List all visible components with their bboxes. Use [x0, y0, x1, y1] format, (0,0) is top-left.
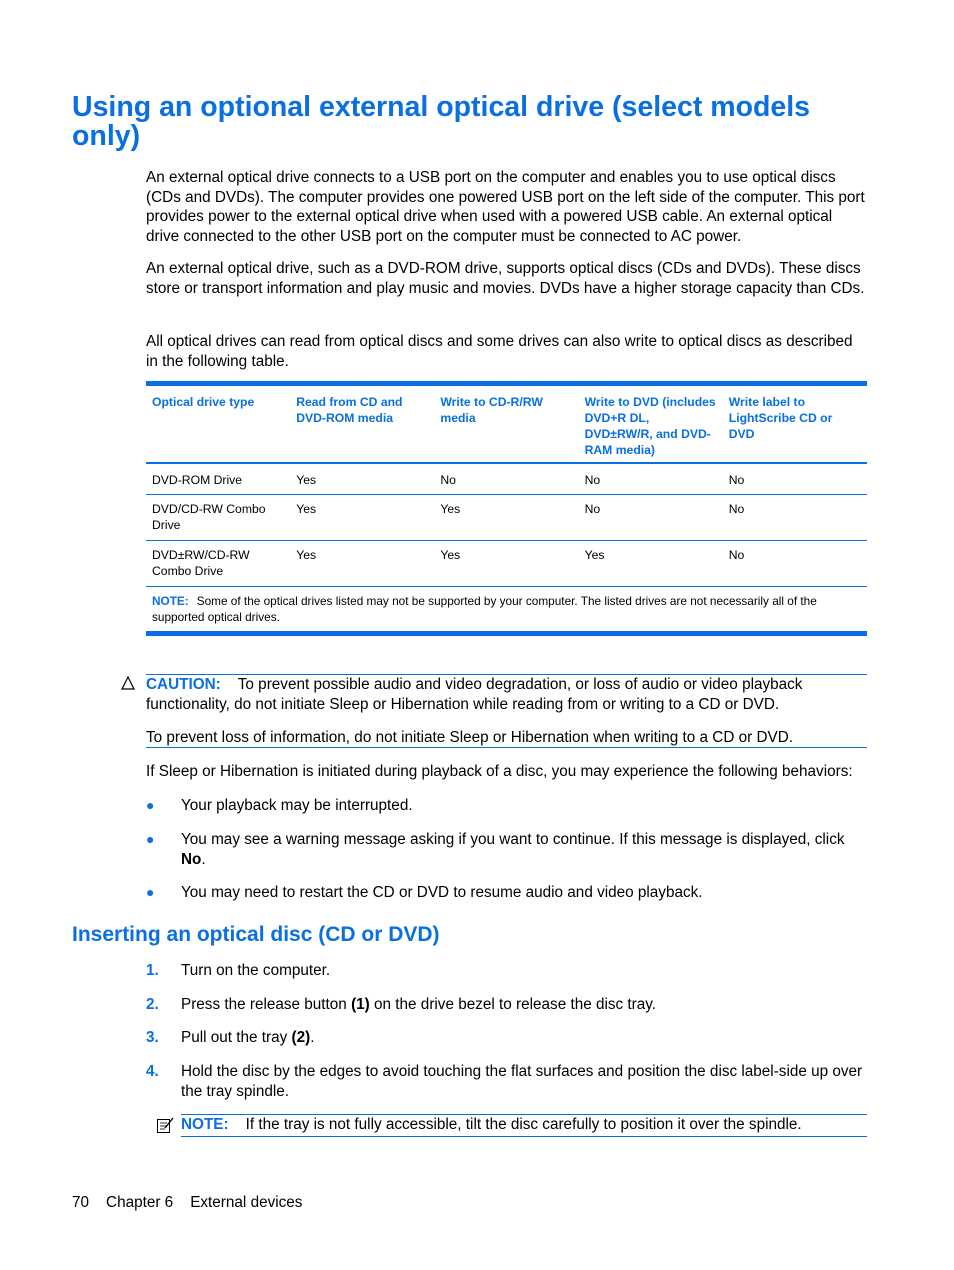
- table-cell: No: [584, 502, 601, 516]
- step-text: Press the release button: [181, 996, 352, 1013]
- table-cell: DVD-ROM Drive: [152, 473, 243, 487]
- note-label: NOTE:: [181, 1116, 229, 1133]
- table-cell: No: [728, 473, 745, 487]
- caution-text: [146, 675, 868, 714]
- step-number: 2.: [146, 996, 159, 1013]
- note-bottom-rule: [181, 1136, 867, 1137]
- caution-icon: [121, 676, 135, 690]
- optical-drive-table: [146, 381, 867, 636]
- bullet-dot: ●: [146, 797, 155, 813]
- caution-text-1: To prevent possible audio and video degradation, or loss of audio or video playback functionality, do not initiate Sleep or Hibernation while reading from or writing to a CD or DVD.: [146, 676, 803, 713]
- bullet-dot: ●: [146, 831, 155, 847]
- table-cell: Yes: [440, 502, 461, 516]
- caution-label: CAUTION:: [146, 676, 221, 693]
- table-note-label: NOTE:: [152, 594, 189, 608]
- step-text: on the drive bezel to release the disc tray.: [369, 996, 657, 1013]
- step-text: Pull out the tray: [181, 1029, 292, 1046]
- table-cell: No: [440, 473, 456, 487]
- intro-paragraph: An external optical drive connects to a USB port on the computer and enables you to use optical discs (CDs and DVDs). The computer provides one powered USB port on the left side of the computer. This port provides power to the external optical drive when used with a powered USB cable. An external optical drive connected to the other USB port on the computer must be connected to AC power.: [146, 169, 865, 245]
- table-header-row: [146, 386, 867, 464]
- note-text-block: [181, 1115, 868, 1135]
- step-item: Turn on the computer.: [181, 962, 331, 979]
- table-note: [146, 587, 867, 636]
- sleep-intro: If Sleep or Hibernation is initiated during playback of a disc, you may experience the following behaviors:: [146, 763, 853, 780]
- step-item: [181, 995, 868, 1015]
- caution-text-2: To prevent loss of information, do not initiate Sleep or Hibernation when writing to a CD or DVD.: [146, 729, 794, 746]
- table-row: [146, 464, 867, 495]
- chapter-label: Chapter 6: [106, 1194, 174, 1211]
- step-text: .: [310, 1029, 315, 1046]
- bullet-dot: ●: [146, 884, 155, 900]
- bullet-text: You may see a warning message asking if you want to continue. If this message is displayed, click: [181, 831, 845, 848]
- header-cell: Write to CD-R/RW media: [440, 395, 543, 425]
- step-number: 1.: [146, 962, 159, 979]
- table-cell: DVD±RW/CD-RW Combo Drive: [152, 548, 250, 578]
- table-cell: No: [584, 473, 601, 487]
- header-cell: Write label to LightScribe CD or DVD: [728, 395, 833, 441]
- table-cell: No: [728, 502, 745, 516]
- note-text: If the tray is not fully accessible, tilt the disc carefully to position it over the spindle.: [245, 1116, 802, 1133]
- note-icon: [156, 1116, 175, 1134]
- page-number: 70: [72, 1194, 90, 1211]
- header-cell: Optical drive type: [152, 395, 255, 409]
- header-cell: Read from CD and DVD-ROM media: [296, 395, 403, 425]
- drive-paragraph: An external optical drive, such as a DVD-ROM drive, supports optical discs (CDs and DVDs). These discs store or transport information and play music and movies. DVDs have a higher storage capacity than CDs.: [146, 260, 865, 297]
- table-cell: Yes: [296, 502, 317, 516]
- step-bold: (2): [291, 1029, 311, 1046]
- page-footer: [72, 1193, 302, 1212]
- table-intro-paragraph: All optical drives can read from optical discs and some drives can also write to optical discs as described in the following table.: [146, 333, 853, 370]
- header-cell: Write to DVD (includes DVD+R DL, DVD±RW/R, and DVD-RAM media): [584, 395, 716, 457]
- table-cell: DVD/CD-RW Combo Drive: [152, 502, 266, 532]
- step-number: 4.: [146, 1063, 159, 1080]
- section-heading: Inserting an optical disc (CD or DVD): [72, 923, 440, 946]
- chapter-title: External devices: [190, 1194, 303, 1211]
- bullet-item: [181, 830, 868, 869]
- table-row: [146, 495, 867, 541]
- bullet-bold: No: [181, 850, 202, 868]
- step-number: 3.: [146, 1029, 159, 1046]
- bullet-item: You may need to restart the CD or DVD to resume audio and video playback.: [181, 884, 703, 901]
- caution-bottom-rule: [146, 747, 867, 748]
- table-cell: Yes: [584, 548, 605, 562]
- step-bold: (1): [351, 996, 370, 1013]
- table-cell: Yes: [296, 548, 317, 562]
- table-row: [146, 541, 867, 587]
- table-cell: No: [728, 548, 745, 562]
- step-item: Hold the disc by the edges to avoid touching the flat surfaces and position the disc label-side up over the tray spindle.: [181, 1063, 863, 1100]
- table-note-text: Some of the optical drives listed may not be supported by your computer. The listed drives are not necessarily all of the supported optical drives.: [152, 594, 817, 624]
- bullet-text: .: [201, 850, 206, 868]
- page-heading: Using an optional external optical drive (select models only): [72, 91, 811, 152]
- step-item: [181, 1028, 868, 1048]
- bullet-item: Your playback may be interrupted.: [181, 797, 413, 814]
- table-cell: Yes: [440, 548, 461, 562]
- table-cell: Yes: [296, 473, 317, 487]
